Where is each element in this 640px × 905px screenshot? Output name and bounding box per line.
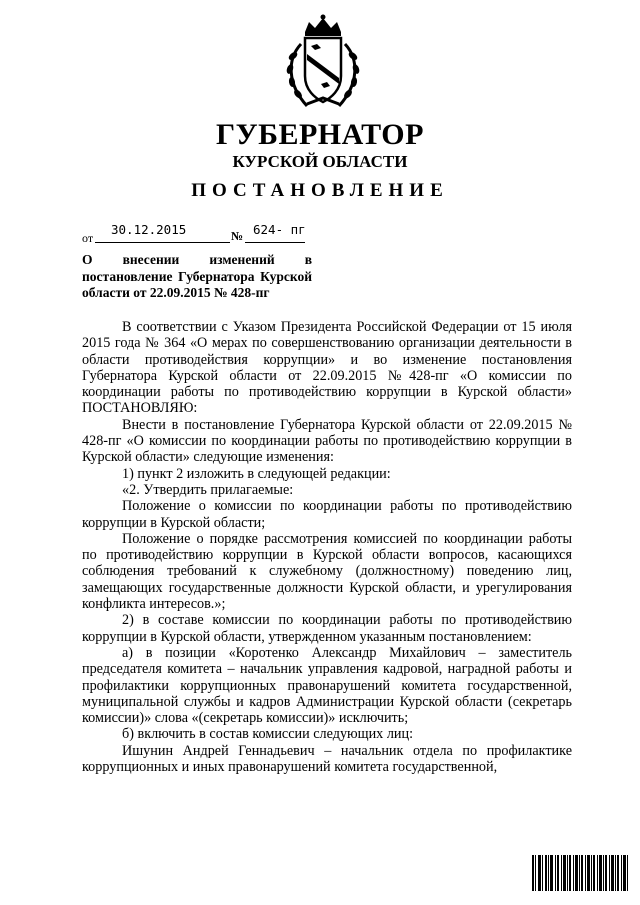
number-sign: № <box>231 229 244 243</box>
body-paragraph: Внести в постановление Губернатора Курской области от 22.09.2015 № 428-пг «О комиссии по координации работы по противодействию коррупции в Курской области» следующие изменения: <box>82 416 572 466</box>
body-paragraph: а) в позиции «Коротенко Александр Михайлович – заместитель председателя комитета – начальник управления кадровой, наградной работы и профилактики коррупционных правонарушений комитета государственной, муниципальной службы и кадров Администрации Курской области (секретарь комиссии)» слова «(секретарь комиссии)» исключить; <box>82 644 572 727</box>
document-date: 30.12.2015 <box>111 222 187 237</box>
document-body <box>82 319 572 775</box>
body-paragraph: «2. Утвердить прилагаемые: <box>122 481 294 498</box>
number-field <box>245 222 305 243</box>
body-paragraph: В соответствии с Указом Президента Российской Федерации от 15 июля 2015 года № 364 «О мерах по совершенствованию организации деятельности в области противодействия коррупции» и во изменение постановления Губернатора Курской области от 22.09.2015 №428-пг «О комиссии по координации работы по противодействию коррупции в Курской области» ПОСТАНОВЛЯЮ: <box>82 319 572 417</box>
date-field <box>95 222 230 243</box>
date-prefix: от <box>82 231 94 245</box>
document-subject: О внесении изменений в постановление Губернатора Курской области от 22.09.2015 № 428-пг <box>82 252 312 300</box>
barcode-icon <box>532 855 628 891</box>
body-paragraph: Ишунин Андрей Геннадьевич – начальник отдела по профилактике коррупционных и иных правонарушений комитета государственной, <box>82 742 572 776</box>
body-paragraph: Положение о порядке рассмотрения комиссией по координации работы по противодействию коррупции в Курской области вопросов, касающихся соблюдения требований к служебному (должностному) поведению лиц, замещающих государственные должности Курской области, и урегулирования конфликта интересов.»; <box>82 530 572 613</box>
body-paragraph: 2) в составе комиссии по координации работы по противодействию коррупции в Курской области, утвержденном указанным постановлением: <box>82 612 572 645</box>
region-name: КУРСКОЙ ОБЛАСТИ <box>232 152 408 171</box>
body-paragraph: Положение о комиссии по координации работы по противодействию коррупции в Курской области; <box>82 498 572 531</box>
governor-title: ГУБЕРНАТОР <box>216 118 424 151</box>
coat-of-arms-emblem <box>283 14 363 112</box>
body-paragraph: б) включить в состав комиссии следующих лиц: <box>122 726 414 743</box>
document-number: 624- пг <box>253 222 306 237</box>
body-paragraph: 1) пункт 2 изложить в следующей редакции: <box>122 465 391 482</box>
document-type: ПОСТАНОВЛЕНИЕ <box>191 180 449 201</box>
